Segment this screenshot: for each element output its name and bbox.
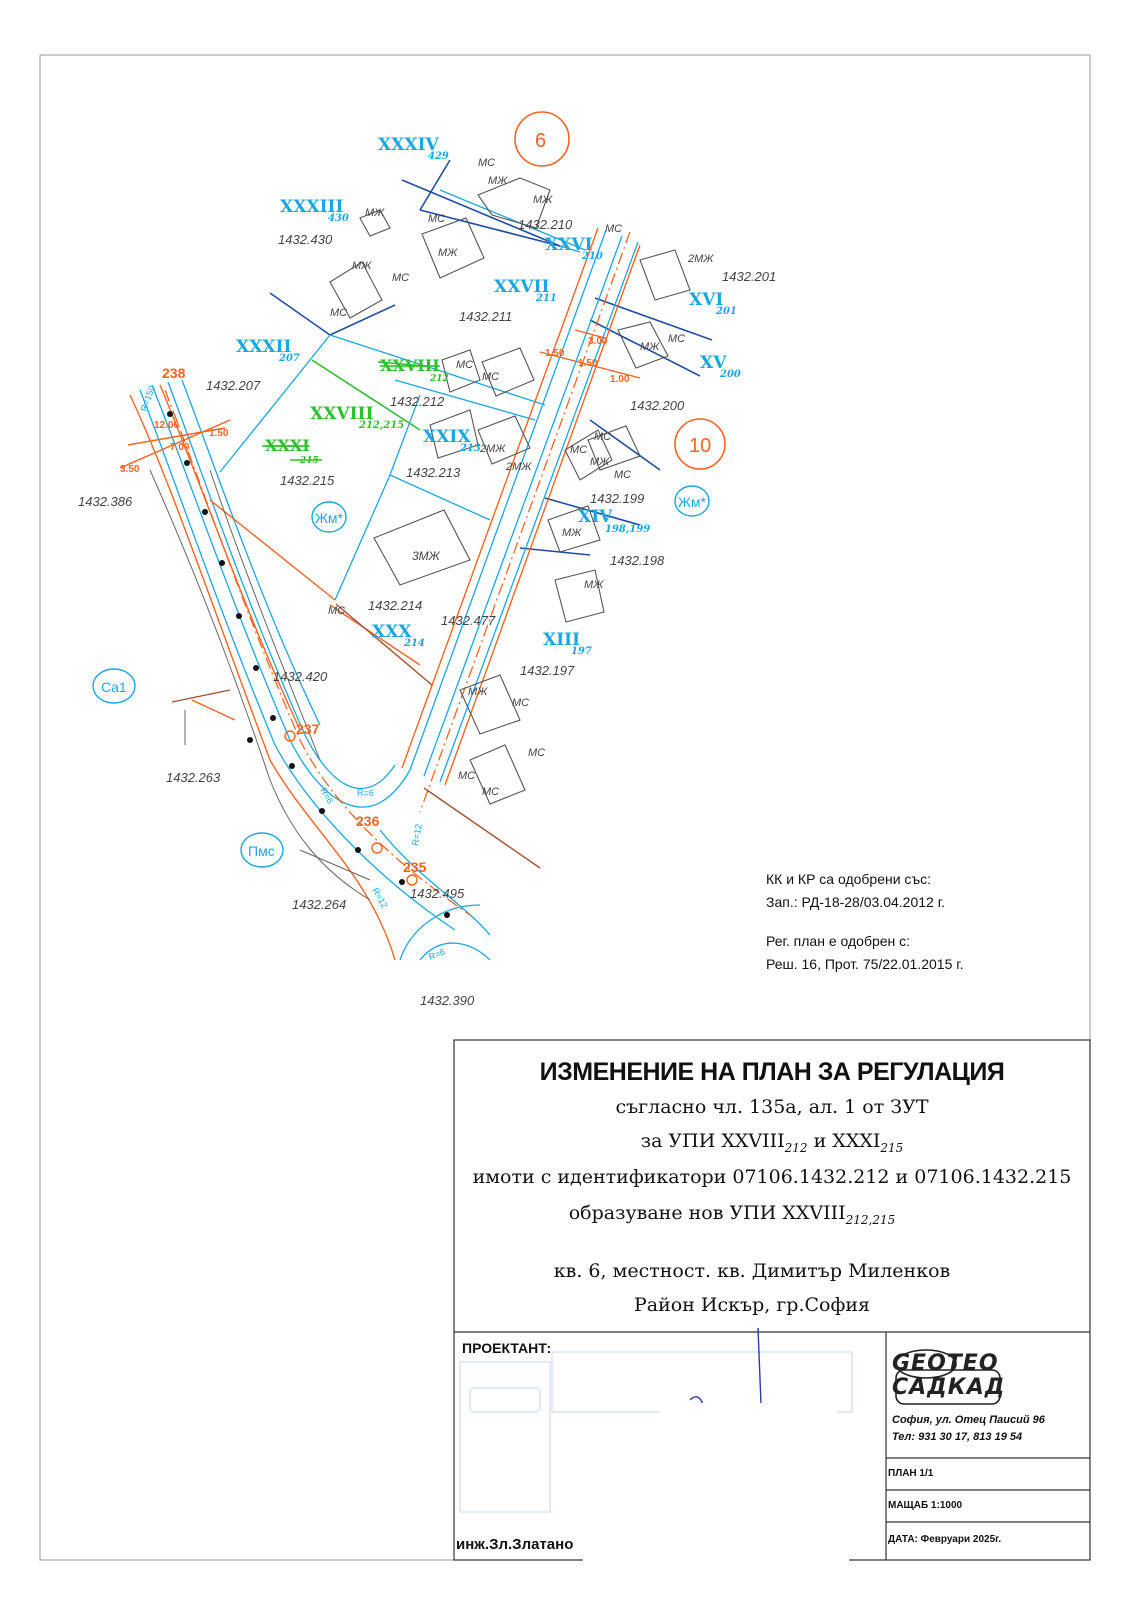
logo-line-1: GEOTEO <box>892 1351 999 1376</box>
radius-6-c: R=6 <box>427 946 447 962</box>
approval-notes <box>766 868 1066 976</box>
upi-xxxiii-label: XXXIII <box>280 197 344 217</box>
title-block <box>454 1040 1090 1330</box>
upi-xxxiv-sub: 429 <box>428 151 449 162</box>
street-regulation-orange <box>120 228 640 960</box>
building-mzh: МЖ <box>584 579 604 591</box>
upi-xv-label: XV <box>700 353 727 373</box>
building-ms: МС <box>428 213 446 225</box>
company-phone: Тел: 931 30 17, 813 19 54 <box>892 1431 1023 1443</box>
building-mzh: МЖ <box>640 341 660 353</box>
parcel-495: 1432.495 <box>410 886 465 901</box>
building-ms: МС <box>668 333 686 345</box>
parcel-212: 1432.212 <box>390 394 445 409</box>
title-block-new-upi-line <box>414 1202 1050 1227</box>
upi-xv-sub: 200 <box>720 369 741 380</box>
ot-237: 237 <box>296 721 320 737</box>
upi-xxxii-sub: 207 <box>279 353 300 364</box>
dim-1-50-a: 1.50 <box>209 428 229 439</box>
company-contact <box>892 1412 1082 1446</box>
title-block-upi-line <box>454 1130 1090 1155</box>
reg-note-line2: Реш. 16, Прот. 75/22.01.2015 г. <box>766 956 964 972</box>
sheet-scale: МАЩАБ 1:1000 <box>888 1500 963 1511</box>
building-ms: МС <box>478 157 496 169</box>
upi-a: XXVIII <box>721 1130 785 1152</box>
zone-zhm-label-1: Жм* <box>315 510 343 526</box>
parcel-214: 1432.214 <box>368 598 423 613</box>
kk-note-line1: КК и КР са одобрени със: <box>766 871 932 887</box>
upi-xxxii-label: XXXII <box>236 337 292 357</box>
parcel-200: 1432.200 <box>630 398 685 413</box>
upi-xxxi-old-sub: 215 <box>300 456 319 466</box>
parcel-199: 1432.199 <box>590 491 645 506</box>
sheet-date: ДАТА: Февруари 2025г. <box>888 1534 1002 1545</box>
sheet-frame <box>40 55 1090 1560</box>
zone-pms-label: Пмс <box>248 843 275 859</box>
building-mzh: МЖ <box>562 527 582 539</box>
building-ms: МС <box>594 431 612 443</box>
company-address: София, ул. Отец Паисий 96 <box>892 1414 1045 1426</box>
parcel-210: 1432.210 <box>518 217 573 232</box>
upi-xxxi-old-label: XXXI <box>265 436 310 455</box>
building-mzh: МЖ <box>352 260 372 272</box>
parcel-264: 1432.264 <box>292 897 347 912</box>
building-two-mzh: 2МЖ <box>688 253 714 265</box>
parcel-207: 1432.207 <box>206 378 261 393</box>
building-ms: МС <box>614 469 632 481</box>
upi-xiv-sub: 198,199 <box>605 524 651 535</box>
building-mzh: МЖ <box>533 194 553 206</box>
new-upi-prefix: образуване нов УПИ <box>568 1202 783 1224</box>
block-6-label: 6 <box>535 130 547 152</box>
radius-12-a: R=12 <box>410 823 424 847</box>
upi-xxvi-label: XXVI <box>545 235 593 255</box>
upi-xxx-label: XXX <box>372 622 412 642</box>
dim-1-50-b: 1.50 <box>545 348 565 359</box>
building-mzh: МЖ <box>365 207 385 219</box>
upi-xiii-sub: 197 <box>571 646 592 657</box>
upi-xvi-sub: 201 <box>716 306 737 317</box>
building-ms: МС <box>456 359 474 371</box>
building-mzh: МЖ <box>590 456 610 468</box>
radius-6-b: R=6 <box>318 786 336 806</box>
kk-note-line2: Зап.: РД-18-28/03.04.2012 г. <box>766 894 945 910</box>
upi-xxx-sub: 214 <box>404 638 425 649</box>
company-logo-text <box>892 1352 1005 1400</box>
dim-3-50: 3.50 <box>120 464 140 475</box>
ot-236: 236 <box>356 813 380 829</box>
regulation-lines <box>140 190 638 960</box>
upi-xxviii-new-sub: 212,215 <box>359 420 405 431</box>
new-upi-sub: 212,215 <box>845 1212 896 1227</box>
zone-ca1-label: Ca1 <box>101 679 127 695</box>
building-ms: МС <box>392 272 410 284</box>
building-three-mzh: 3МЖ <box>412 549 440 563</box>
building-ms: МС <box>458 770 476 782</box>
ot-235: 235 <box>403 859 427 875</box>
logo-line-2: САДКАД <box>892 1375 1006 1400</box>
building-ms: МС <box>330 307 348 319</box>
cadastre-gray-lines <box>150 470 370 900</box>
upi-xxxiii-sub: 430 <box>328 213 349 224</box>
upi-xxviii-old-label: XXVIII <box>380 356 440 375</box>
street-axes <box>165 232 630 915</box>
upi-and: и <box>807 1130 833 1152</box>
dim-1-00: 1.00 <box>610 374 630 385</box>
reg-note-line1: Рег. план е одобрен с: <box>766 933 911 949</box>
building-ms: МС <box>605 223 623 235</box>
upi-xxvi-sub: 210 <box>582 251 603 262</box>
building-mzh: МЖ <box>438 247 458 259</box>
building-ms: МС <box>512 697 530 709</box>
dim-1-50-c: 1.50 <box>578 358 598 369</box>
upi-xxxiv-label: XXXIV <box>378 135 439 155</box>
sheet-plan: ПЛАН 1/1 <box>888 1468 934 1479</box>
parcel-386: 1432.386 <box>78 494 133 509</box>
building-ms: МС <box>570 444 588 456</box>
upi-xxviii-old-sub: 212 <box>430 374 449 384</box>
title-block-location: кв. 6, местност. кв. Димитър Миленков <box>553 1260 951 1282</box>
building-ms: МС <box>528 747 546 759</box>
zone-circles <box>93 112 725 867</box>
new-upi: XXVIII <box>782 1202 846 1224</box>
upi-a-sub: 212 <box>784 1140 808 1155</box>
radius-12-b: R=12 <box>370 886 390 910</box>
building-ms: МС <box>482 786 500 798</box>
parcel-211: 1432.211 <box>459 309 513 324</box>
parcel-477: 1432.477 <box>441 613 496 628</box>
parcel-430: 1432.430 <box>278 232 333 247</box>
upi-xvi-label: XVI <box>689 290 724 310</box>
upi-b: XXXI <box>832 1130 881 1152</box>
title-block-district: Район Искър, гр.София <box>634 1294 870 1316</box>
radius-150: R=150 <box>138 384 158 413</box>
upi-xxvii-sub: 211 <box>536 293 557 304</box>
parcel-197: 1432.197 <box>520 663 575 678</box>
upi-xxix-sub: 213 <box>460 443 481 454</box>
zone-zhm-label-2: Жм* <box>678 494 706 510</box>
building-two-mzh: 2МЖ <box>506 461 532 473</box>
dim-7-00: 7.00 <box>170 442 190 453</box>
parcel-420: 1432.420 <box>273 669 328 684</box>
block-10-label: 10 <box>689 435 712 457</box>
title-block-title: ИЗМЕНЕНИЕ НА ПЛАН ЗА РЕГУЛАЦИЯ <box>539 1058 1005 1086</box>
parcel-263: 1432.263 <box>166 770 221 785</box>
upi-prefix: за УПИ <box>640 1130 722 1152</box>
parcel-215: 1432.215 <box>280 473 335 488</box>
building-ms: МС <box>482 371 500 383</box>
parcel-390: 1432.390 <box>420 993 475 1008</box>
building-mzh: МЖ <box>468 686 488 698</box>
parcel-213: 1432.213 <box>406 465 461 480</box>
building-two-mzh: 2МЖ <box>480 443 506 455</box>
ot-markers <box>285 731 417 885</box>
redaction-box-2 <box>583 1530 849 1572</box>
upi-xxviii-new-label: XXVIII <box>310 404 374 424</box>
building-mzh: МЖ <box>488 175 508 187</box>
ot-238: 238 <box>162 365 186 381</box>
upi-b-sub: 215 <box>880 1140 904 1155</box>
radius-6-a: R=6 <box>357 788 374 798</box>
upi-xiii-label: XIII <box>543 630 581 650</box>
parcel-201: 1432.201 <box>722 269 777 284</box>
title-block-basis: съгласно чл. 135а, ал. 1 от ЗУТ <box>615 1096 929 1118</box>
designer-name: инж.Зл.Златано <box>456 1536 574 1553</box>
dim-12-00: 12.00 <box>154 420 180 431</box>
designer-label: ПРОЕКТАНТ: <box>462 1340 552 1356</box>
upi-xxix-label: XXIX <box>423 427 471 447</box>
upi-xxvii-label: XXVII <box>494 277 550 297</box>
title-block-properties: имоти с идентификатори 07106.1432.212 и 07106.1432.215 <box>472 1166 1072 1188</box>
dim-3-00: 3.00 <box>588 336 608 347</box>
parcel-198: 1432.198 <box>610 553 665 568</box>
redaction-box-1 <box>660 1403 837 1525</box>
building-ms: МС <box>328 605 346 617</box>
upi-xiv-label: XIV <box>578 507 613 527</box>
